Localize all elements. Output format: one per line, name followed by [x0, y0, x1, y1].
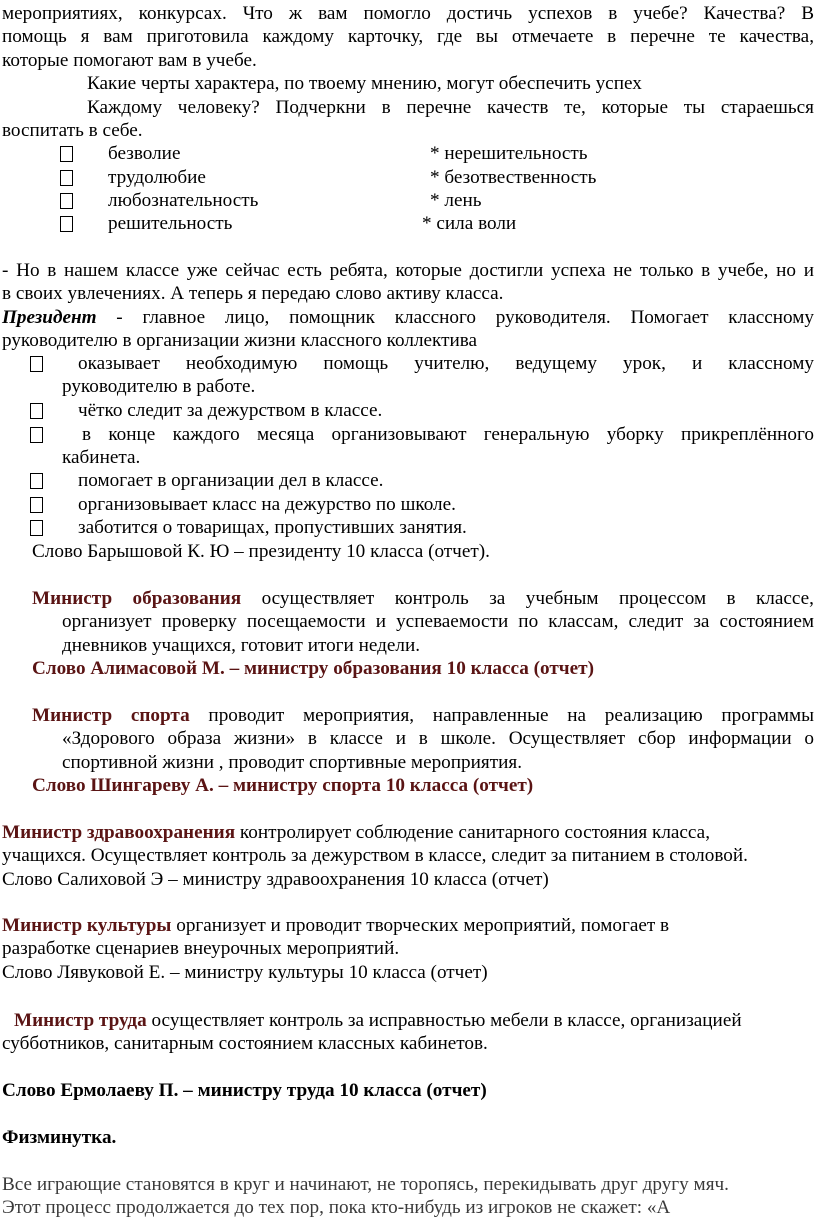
culture-line: разработке сценариев внеурочных мероприятий. — [2, 938, 400, 960]
health-report: Слово Салиховой Э – министру здравоохранения 10 класса (отчет) — [2, 868, 549, 890]
sport-section — [32, 704, 814, 798]
quality-right: * нерешительность — [430, 143, 588, 164]
sport-report: Слово Шингареву А. – министру спорта 10 класса (отчет) — [32, 775, 534, 797]
sport-desc: проводит мероприятия, направленные на реализацию программы — [189, 705, 814, 726]
quality-left: безволие — [108, 143, 181, 164]
health-section — [2, 821, 814, 891]
education-desc: осуществляет контроль за учебным процессом в классе, — [241, 588, 814, 609]
duty-item — [30, 352, 814, 399]
labor-section — [2, 1009, 814, 1056]
intro-line: помощь я вам приготовила каждому карточку, где вы отмечаете в перечне те качества, — [2, 26, 814, 48]
education-title: Министр образования — [32, 588, 242, 609]
checkbox-icon — [30, 403, 43, 419]
labor-title: Министр труда — [14, 1010, 147, 1031]
quality-row — [60, 212, 800, 235]
president-report: Слово Барышовой К. Ю – президенту 10 класса (отчет). — [32, 541, 490, 562]
education-report: Слово Алимасовой М. – министру образования 10 класса (отчет) — [32, 658, 594, 680]
duty-item — [30, 469, 814, 492]
quality-right: * безотвественность — [430, 167, 597, 188]
duty-line: организовывает класс на дежурство по школе. — [78, 494, 456, 515]
education-line — [32, 587, 814, 610]
education-section — [32, 587, 814, 681]
culture-report: Слово Лявуковой Е. – министру культуры 10 класса (отчет) — [2, 961, 488, 983]
health-desc: контролирует соблюдение санитарного состояния класса, — [235, 822, 710, 843]
duty-line: чётко следит за дежурством в классе. — [78, 400, 383, 421]
health-line: учащихся. Осуществляет контроль за дежурством в классе, следит за питанием в столовой. — [2, 845, 748, 867]
culture-title: Министр культуры — [2, 915, 172, 936]
fizminutka-text — [2, 1173, 814, 1220]
culture-desc: организует и проводит творческих мероприятий, помогает в — [171, 915, 670, 936]
culture-section — [2, 914, 814, 984]
intro-line: которые помогают вам в учебе. — [2, 49, 257, 71]
labor-report: Слово Ермолаеву П. – министру труда 10 класса (отчет) — [2, 1080, 487, 1101]
duty-line: помогает в организации дел в классе. — [78, 470, 384, 491]
question-line: Каждому человеку? Подчеркни в перечне качеств те, которые ты стараешься — [87, 96, 814, 118]
transition-paragraph — [2, 259, 814, 306]
quality-right: * лень — [430, 190, 482, 211]
transition-line: - Но в нашем классе уже сейчас есть ребята, которые достигли успеха не только в учебе, но и — [2, 260, 814, 281]
education-line: дневников учащихся, готовит итоги недели. — [62, 634, 421, 656]
labor-desc: осуществляет контроль за исправностью мебели в классе, организацией — [146, 1010, 742, 1031]
checkbox-icon — [30, 473, 43, 489]
question-line: воспитать в себе. — [2, 120, 143, 142]
duty-line: оказывает необходимую помощь учителю, ведущему урок, и классному — [78, 353, 814, 374]
labor-line: субботников, санитарным состоянием классных кабинетов. — [2, 1033, 488, 1055]
transition-line: в своих увлечениях. А теперь я передаю слово активу класса. — [2, 283, 504, 305]
sport-title: Министр спорта — [32, 705, 190, 726]
fizminutka-line: Все играющие становятся в круг и начинают, не торопясь, перекидывать друг другу мяч. — [2, 1174, 729, 1195]
president-title: Президент — [2, 307, 97, 328]
duty-line: кабинета. — [62, 447, 141, 469]
quality-row — [60, 189, 800, 212]
duty-line: в конце каждого месяца организовывают генеральную уборку прикреплённого — [82, 424, 814, 445]
labor-line — [2, 1009, 814, 1032]
president-section — [2, 306, 814, 353]
checkbox-icon — [30, 497, 43, 513]
president-line — [2, 306, 814, 329]
duty-item — [30, 423, 814, 470]
sport-line: спортивной жизни , проводит спортивные мероприятия. — [62, 751, 523, 773]
president-desc: - главное лицо, помощник классного руководителя. Помогает классному — [96, 307, 814, 328]
checkbox-icon — [60, 216, 73, 232]
sport-line: «Здорового образа жизни» в классе и в школе. Осуществляет сбор информации о — [62, 728, 814, 750]
checkbox-icon — [30, 356, 43, 372]
quality-right: * сила воли — [422, 213, 517, 234]
duty-item — [30, 493, 814, 516]
health-title: Министр здравоохранения — [2, 822, 236, 843]
quality-left: любознательность — [108, 190, 259, 211]
checkbox-icon — [30, 427, 43, 443]
fizminutka-line: Этот процесс продолжается до тех пор, пока кто-нибудь из игроков не скажет: «А — [2, 1197, 671, 1219]
quality-row — [60, 142, 800, 165]
duty-line: руководителю в работе. — [62, 376, 256, 398]
checkbox-icon — [60, 170, 73, 186]
sport-line — [32, 704, 814, 727]
intro-paragraph — [2, 2, 814, 142]
quality-left: решительность — [108, 213, 233, 234]
quality-row — [60, 166, 800, 189]
culture-line — [2, 914, 814, 937]
checkbox-icon — [60, 146, 73, 162]
fizminutka-title: Физминутка. — [2, 1127, 117, 1148]
duty-item — [30, 516, 814, 539]
education-line: организует проверку посещаемости и успеваемости по классам, следит за состоянием — [62, 611, 814, 633]
checkbox-icon — [30, 520, 43, 536]
president-line: руководителю в организации жизни классного коллектива — [2, 330, 478, 352]
checkbox-icon — [60, 193, 73, 209]
health-line — [2, 821, 814, 844]
intro-line: мероприятиях, конкурсах. Что ж вам помогло достичь успехов в учебе? Качества? В — [2, 3, 814, 24]
question-line: Какие черты характера, по твоему мнению, могут обеспечить успех — [87, 73, 642, 95]
quality-left: трудолюбие — [108, 167, 206, 188]
duty-line: заботится о товарищах, пропустивших занятия. — [78, 517, 467, 538]
duty-item — [30, 399, 814, 422]
